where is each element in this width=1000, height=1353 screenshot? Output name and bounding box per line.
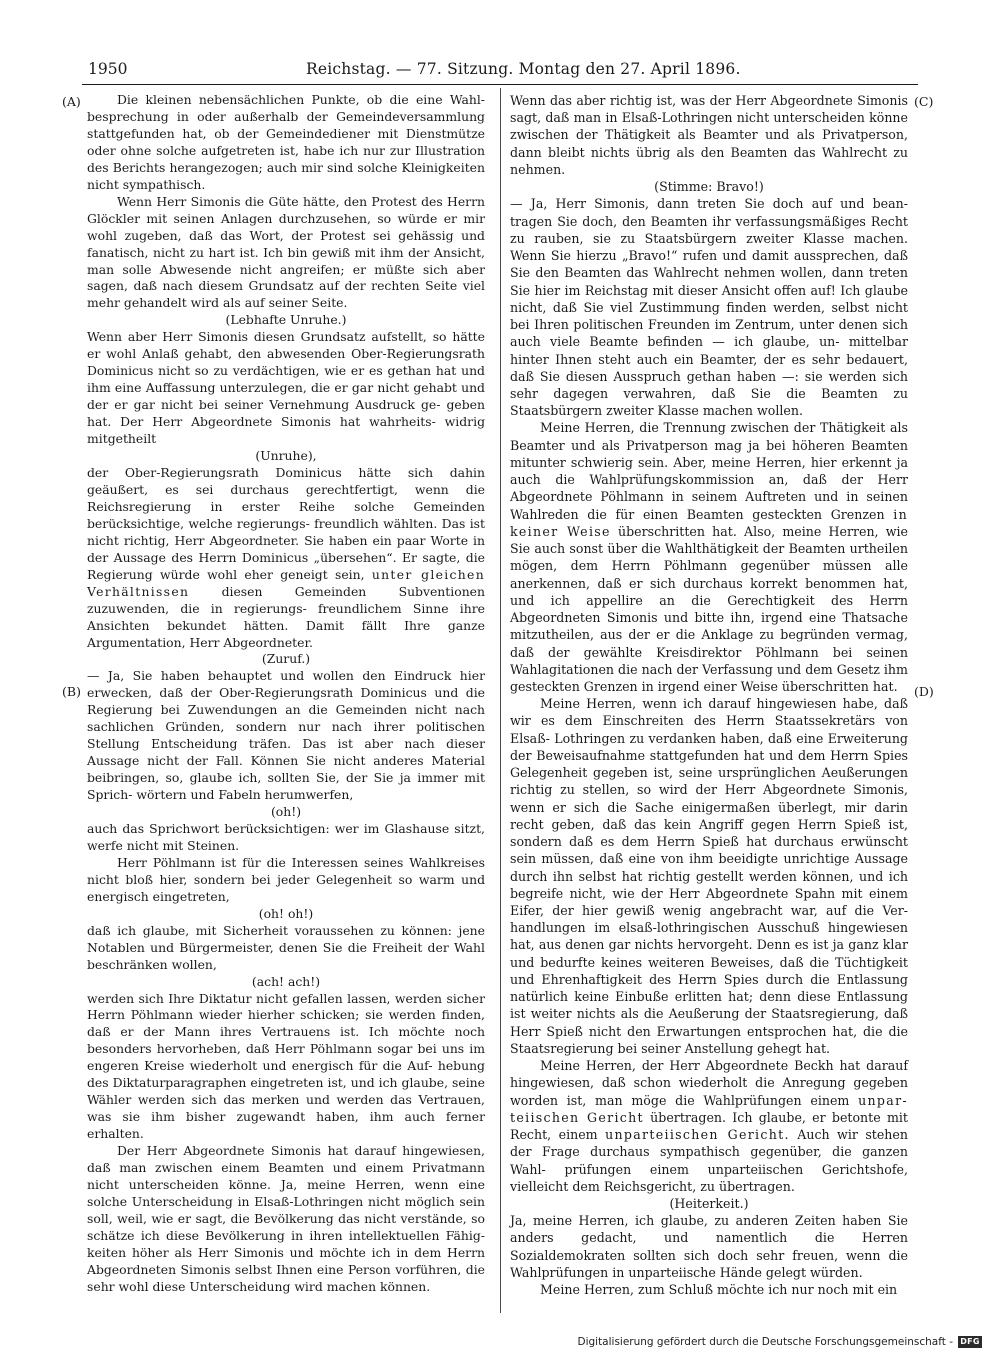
paragraph-text: Auch wir stehen der Frage durchaus sympathisch gegenüber, die ganzen Wahl- prüfungen einem unparteiischen Gerichtshofe, vielleicht dem Reichsgericht, zu übertragen. bbox=[510, 1127, 908, 1194]
page-header bbox=[88, 52, 900, 86]
paragraph: Meine Herren, zum Schluß möchte ich nur noch mit ein bbox=[540, 1282, 898, 1298]
interjection: (oh! oh!) bbox=[258, 905, 314, 921]
paragraph: — Ja, Sie haben behauptet und wollen den Eindruck hier erwecken, daß der Ober-Regierungsrath Dominicus und die Regierung bei Zuwendungen an die Gemeinden nicht nach sachlichen Gründen, sondern nur nach ihrer politischen Stellung Entscheidung träfen. Das ist aber nach dieser Aussage nicht der Fall. Können Sie nicht anderes Material beibringen, so, glaube ich, sollten Sie, der Sie ja immer mit Sprich- wörtern und Fabeln herumwerfen, bbox=[87, 668, 485, 803]
right-column bbox=[510, 92, 908, 1298]
paragraph: Herr Pöhlmann ist für die Interessen seines Wahlkreises nicht bloß hier, sondern bei jeder Gelegenheit so warm und energisch eingetreten, bbox=[87, 854, 485, 904]
interjection: (Heiterkeit.) bbox=[669, 1196, 749, 1211]
paragraph: Der Herr Abgeordnete Simonis hat darauf hingewiesen, daß man zwischen einem Beamten und einem Privatmann nicht unterscheiden könne. Ja, meine Herren, wenn eine solche Unterscheidung in Elsaß-Lothringen nicht möglich sein soll, weil, wie er sagt, die Bevölkerung das nicht verstände, so schätze ich diese Bevölkerung in ihren intellektuellen Fähig- keiten höher als Herr Simonis und möchte ich in dem Herrn Abgeordneten Simonis selbst Ihnen eine Person vorführen, die sehr wohl diese Unterscheidung wird machen können. bbox=[87, 1143, 485, 1294]
paragraph: Ja, meine Herren, ich glaube, zu anderen Zeiten haben Sie anders gedacht, und namentlich die Herren Sozialdemokraten sollten sich doch sehr freuen, wenn die Wahlprüfungen in unparteiische Hände gelegt würden. bbox=[510, 1213, 908, 1280]
paragraph: auch das Sprichwort berücksichtigen: wer im Glashause sitzt, werfe nicht mit Steinen. bbox=[87, 820, 485, 853]
paragraph bbox=[87, 465, 485, 651]
header-rule bbox=[82, 84, 918, 85]
paragraph-text: diesen Gemeinden Subventionen zuzuwenden, die in regierungs- freundlichem Sinne ihre Ansichten bekundet hätten. Damit fällt Ihre ganze Argumentation, Herr Abgeordneter. bbox=[87, 583, 485, 650]
paragraph-text: überschritten hat. Also, meine Herren, wie Sie auch sonst über die Wahlthätigkeit der Beamten urtheilen mögen, dem Herrn Pöhlmann gegenüber müssen alle anerkennen, daß er sich durchaus korrekt benommen hat, und ich appellire an die Gerechtigkeit des Herrn Abgeordneten Simonis und bitte ihn, irgend eine Thatsache mitzutheilen, aus der er die Anklage zu begründen vermag, daß der gewählte Kreisdirektor Pöhlmann bei seinen Wahlagitationen die nach der Verfassung und dem Gesetz ihm gesteckten Grenzen in irgend einer Weise überschritten hat. bbox=[510, 523, 908, 694]
interjection: (ach! ach!) bbox=[251, 973, 321, 989]
margin-marker-c: (C) bbox=[914, 94, 934, 109]
emphasis-text: unparteiischen Gericht. bbox=[605, 1127, 790, 1143]
paragraph: Die kleinen nebensächlichen Punkte, ob die eine Wahl- besprechung in oder außerhalb der Gemeindeversammlung stattgefunden hat, ob der Gemeindediener mit Dienstmütze oder ohne solche aufgetreten ist, habe ich nur zur Illustration des Berichts herangezogen; auch mir sind solche Kleinigkeiten nicht sympathisch. bbox=[87, 92, 485, 192]
paragraph-text: übertragen. Ich glaube, er betonte mit Recht, einem bbox=[510, 1109, 908, 1143]
paragraph: Wenn aber Herr Simonis diesen Grundsatz aufstellt, so hätte er wohl Anlaß gehabt, den abwesenden Ober-Regierungsrath Dominicus nicht so zu verdächtigen, wie er es gethan hat und ihm eine Auffassung unterzulegen, die er gar nicht gehabt und der er gar nicht bei seiner Vernehmung Ausdruck ge- geben hat. Der Herr Abgeordnete Simonis hat wahrheits- widrig mitgetheilt bbox=[87, 329, 485, 447]
paragraph: daß ich glaube, mit Sicherheit voraussehen zu können: jene Notablen und Bürgermeister, denen Sie die Freiheit der Wahl beschränken wollen, bbox=[87, 922, 485, 972]
dfg-logo-icon: DFG bbox=[958, 1336, 982, 1348]
paragraph-text: Meine Herren, der Herr Abgeordnete Beckh hat darauf hingewiesen, daß schon wiederholt die Anregung gegeben worden ist, man möge die Wahlprüfungen einem bbox=[510, 1058, 908, 1108]
paragraph-text: der Ober-Regierungsrath Dominicus hätte sich dahin geäußert, es sei durchaus gerechtfertigt, wenn die Reichsregierung in erster Reihe solche Gemeinden berücksichtige, welche regierungs- freundlich wählten. Das ist nicht richtig, Herr Abgeordneter. Sie haben ein paar Worte in der Aussage des Herrn Dominicus „übersehen“. Er sagte, die Regierung würde wohl eher geneigt sein, bbox=[87, 464, 485, 582]
margin-marker-b: (B) bbox=[62, 684, 81, 699]
interjection: (Unruhe), bbox=[255, 448, 317, 464]
emphasis-text: unter gleichen Verhältnissen bbox=[87, 566, 485, 599]
interjection: (Zuruf.) bbox=[261, 651, 311, 667]
interjection: (Lebhafte Unruhe.) bbox=[225, 312, 347, 328]
paragraph: Wenn das aber richtig ist, was der Herr Abgeordnete Simonis sagt, daß man in Elsaß-Lothringen nicht unterscheiden könne zwischen der Thätigkeit als Beamter und als Privatperson, dann bleibt nichts übrig als den Beamten das Wahlrecht zu nehmen. bbox=[510, 93, 908, 177]
digitization-footer bbox=[577, 1335, 982, 1349]
emphasis-text: unpar- teiischen Gericht bbox=[510, 1092, 908, 1125]
paragraph: Meine Herren, wenn ich darauf hingewiesen habe, daß wir es dem Einschreiten des Herrn Staatssekretärs von Elsaß- Lothringen zu verdanken haben, daß eine Erweiterung der Beweisaufnahme stattgefunden hat und dem Herrn Spies Gelegenheit gegeben ist, seine ursprünglichen Aeußerungen richtig zu stellen, so wird der Herr Abgeordnete Simonis, wenn er sich die Sache einigermaßen überlegt, mir darin recht geben, daß das kein Angriff gegen Herrn Spieß ist, sondern daß es dem Herrn Spieß hat durchaus erwünscht sein müssen, daß eine von ihm beeidigte unrichtige Aussage durch ihn selbst hat richtig gestellt werden können, und ich begreife nicht, wie der Herr Abgeordnete Spahn mit einem Eifer, der hier gewiß wenig angebracht war, auf die Ver- handlungen im elsaß-lothringischen Ausschuß hingewiesen hat, aus denen gar nichts hervorgeht. Denn es ist ja ganz klar und bedurfte keines weiteren Beweises, daß die Tüchtigkeit und Ehrenhaftigkeit des Herrn Spies durch die Entlassung natürlich keine Einbuße erlitten hat; denn diese Entlassung ist weiter nichts als die Aeußerung der Staatsregierung, daß Herr Spieß nicht den Erwartungen entsprochen hat, die die Staatsregierung bei seiner Anstellung gehegt hat. bbox=[510, 696, 908, 1056]
column-divider bbox=[500, 88, 501, 1313]
interjection: (Stimme: Bravo!) bbox=[654, 179, 764, 195]
margin-marker-d: (D) bbox=[914, 684, 934, 699]
left-column bbox=[87, 92, 485, 1296]
paragraph: — Ja, Herr Simonis, dann treten Sie doch auf und bean- tragen Sie doch, den Beamten ihr verfassungsmäßiges Recht zu rauben, sie zu Staatsbürgern zweiter Klasse machen. Wenn Sie hierzu „Bravo!“ rufen und damit aussprechen, daß Sie den Beamten das Wahlrecht nehmen wollen, dann treten Sie hier im Reichstag mit dieser Ansicht offen auf! Ich glaube nicht, daß Sie viel Zustimmung finden werden, selbst nicht bei Ihren politischen Freunden im Zentrum, unter denen sich auch viele Beamte befinden — ich glaube, un- mittelbar hinter Ihnen steht auch ein Beamter, der es sehr bedauert, daß Sie diesen Ausspruch gethan haben —: sie werden sich sehr dagegen verwahren, daß Sie die Beamten zu Staatsbürgern zweiter Klasse machen wollen. bbox=[510, 196, 908, 419]
paragraph: Wenn Herr Simonis die Güte hätte, den Protest des Herrn Glöckler mit seinen Anlagen durchzusehen, so würde er mir wohl zugeben, daß das Wort, der Protest sei gehässig und fanatisch, nicht zu hart ist. Ich bin gewiß mit ihm der Ansicht, man solle Abwesende nicht angreifen; er müßte sich aber sagen, daß nach diesem Grundsatz auf der rechten Seite viel mehr gehandelt wird als auf seiner Seite. bbox=[87, 193, 485, 311]
paragraph-text: Meine Herren, die Trennung zwischen der Thätigkeit als Beamter und als Privatperson mag ja bei höheren Beamten mitunter schwierig sein. Aber, meine Herren, hier erkennt ja auch die Wahlprüfungskommission an, daß der Herr Abgeordnete Pöhlmann in seinem Auftreten und in seinen Wahlreden die für einen Beamten gesteckten Grenzen bbox=[510, 420, 908, 522]
footer-text: Digitalisierung gefördert durch die Deutsche Forschungsgemeinschaft - bbox=[577, 1336, 953, 1348]
running-title: Reichstag. — 77. Sitzung. Montag den 27. April 1896. bbox=[306, 60, 741, 78]
emphasis-text: in keiner Weise bbox=[510, 506, 908, 539]
paragraph: werden sich Ihre Diktatur nicht gefallen lassen, werden sicher Herrn Pöhlmann wieder hierher schicken; sie werden finden, daß er der Mann ihres Vertrauens ist. Ich möchte noch besonders hervorheben, daß Herr Pöhlmann sogar bei uns im engeren Kreise wiederholt und energisch für die Auf- hebung des Diktaturparagraphen eingetreten ist, und ich glaube, seine Wähler werden sich das merken und werden das Vertrauen, was sie ihm bisher zugewandt haben, ihm auch ferner erhalten. bbox=[87, 990, 485, 1142]
margin-marker-a: (A) bbox=[62, 94, 81, 109]
paragraph bbox=[510, 419, 908, 695]
paragraph bbox=[510, 1057, 908, 1195]
interjection: (oh!) bbox=[270, 804, 302, 820]
page-number: 1950 bbox=[88, 60, 128, 78]
